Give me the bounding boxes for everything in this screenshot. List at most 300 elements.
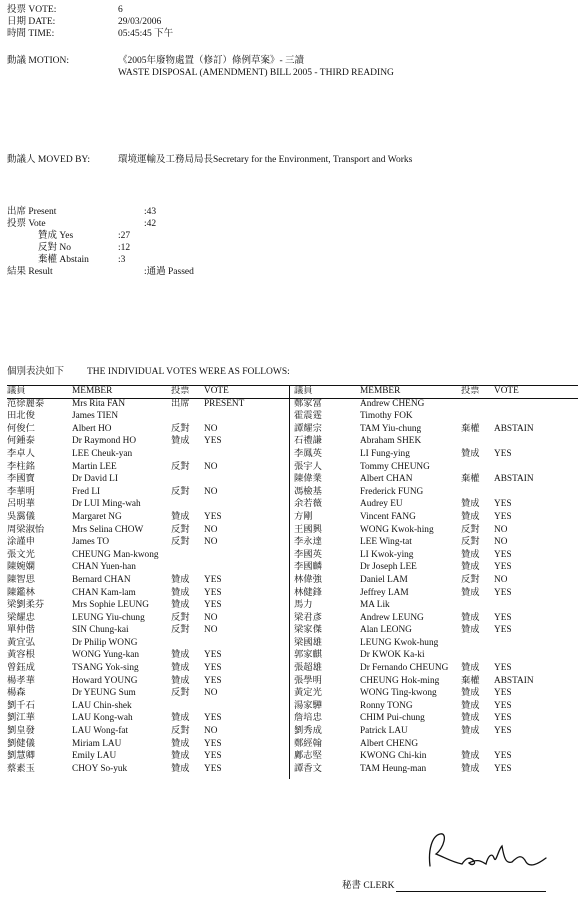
member-name-zh: 黃容根 [7, 650, 35, 661]
vote-en: PRESENT [204, 398, 245, 409]
member-name-zh: 陳偉業 [294, 474, 322, 485]
table-row [294, 675, 578, 688]
member-name-zh: 李華明 [7, 486, 35, 497]
table-row [294, 624, 578, 637]
vote-en: YES [204, 511, 222, 522]
member-name-en: LI Fung-ying [360, 448, 410, 459]
vote-en: YES [204, 587, 222, 598]
vote-en: YES [494, 625, 512, 636]
member-name-en: Mrs Rita FAN [72, 398, 126, 409]
member-name-en: LEUNG Kwok-hung [360, 637, 439, 648]
vote-zh [461, 461, 494, 474]
member-name-en: WONG Ting-kwong [360, 688, 437, 699]
member-name-en: WONG Yung-kan [72, 650, 140, 661]
no-count: :12 [118, 243, 131, 253]
member-name-en: SIN Chung-kai [72, 625, 129, 636]
vote-en: YES [204, 763, 222, 774]
member-name-en: CHAN Yuen-han [72, 562, 136, 573]
vote-en: YES [204, 738, 222, 749]
vote-en [204, 700, 290, 713]
member-name-zh: 何俊仁 [7, 423, 35, 434]
member-name-zh: 馮檢基 [294, 486, 322, 497]
vote-en: YES [494, 499, 512, 510]
member-name-zh: 劉秀成 [294, 726, 322, 737]
table-row [7, 599, 290, 612]
vote-zh: 贊成 [461, 663, 480, 674]
vote-en: NO [204, 423, 218, 434]
member-name-zh: 周梁淑怡 [7, 524, 45, 535]
member-name-en: Mrs Selina CHOW [72, 524, 144, 535]
result-label: 結果 Result [7, 267, 53, 277]
vote-en [204, 473, 290, 486]
table-row [7, 738, 290, 751]
vote-zh: 棄權 [461, 474, 480, 485]
member-name-en: Dr David LI [72, 474, 118, 485]
member-name-zh: 鄺志堅 [294, 751, 322, 762]
member-name-en: LEE Wing-tat [360, 537, 412, 548]
vote-zh [461, 637, 494, 650]
moved-by-label: 動議人 MOVED BY: [7, 155, 91, 165]
vote-zh: 贊成 [171, 738, 190, 749]
vote-en: YES [204, 713, 222, 724]
member-name-en: James TO [72, 537, 110, 548]
present-count: :43 [144, 207, 157, 217]
vote-en: NO [494, 537, 508, 548]
table-row [294, 687, 578, 700]
member-name-en: Albert CHAN [360, 474, 413, 485]
table-row [7, 486, 290, 499]
vote-en [494, 461, 578, 474]
vote-en: NO [204, 625, 218, 636]
member-name-en: Dr Raymond HO [72, 436, 137, 447]
member-name-en: Andrew CHENG [360, 398, 425, 409]
vote-zh: 贊成 [171, 675, 190, 686]
vote-en: YES [204, 663, 222, 674]
member-name-en: TAM Heung-man [360, 763, 427, 774]
no-label: 反對 No [38, 243, 71, 253]
vote-zh: 贊成 [171, 574, 190, 585]
vote-zh: 贊成 [171, 763, 190, 774]
table-row [7, 473, 290, 486]
table-row [7, 448, 290, 461]
table-header-row [7, 385, 290, 398]
vote-zh: 反對 [171, 625, 190, 636]
vote-zh: 反對 [461, 537, 480, 548]
vote-en: YES [494, 700, 512, 711]
vote-zh: 贊成 [461, 700, 480, 711]
member-name-zh: 呂明華 [7, 499, 35, 510]
vote-en [494, 649, 578, 662]
table-row [7, 624, 290, 637]
member-name-en: Bernard CHAN [72, 574, 131, 585]
vote-zh: 反對 [171, 423, 190, 434]
table-row [294, 649, 578, 662]
vote-en: NO [204, 461, 218, 472]
vote-zh: 棄權 [461, 423, 480, 434]
table-row [7, 700, 290, 713]
member-name-zh: 田北俊 [7, 411, 35, 422]
vote-zh [461, 486, 494, 499]
vote-en: YES [494, 688, 512, 699]
vote-en: YES [204, 436, 222, 447]
table-row [294, 511, 578, 524]
table-row [294, 750, 578, 763]
vote-en: NO [204, 486, 218, 497]
vote-zh: 反對 [171, 612, 190, 623]
vote-en: YES [494, 562, 512, 573]
vote-zh: 反對 [461, 524, 480, 535]
member-name-zh: 梁耀忠 [7, 612, 35, 623]
yes-label: 贊成 Yes [38, 231, 74, 241]
vote-zh: 贊成 [461, 751, 480, 762]
table-row [7, 637, 290, 650]
member-name-zh: 劉千石 [7, 700, 35, 711]
votes-table-left [7, 385, 290, 775]
member-name-zh: 梁君彥 [294, 612, 322, 623]
member-name-zh: 馬力 [294, 600, 313, 611]
vote-zh [171, 473, 204, 486]
member-name-en: MA Lik [360, 600, 390, 611]
member-name-zh: 李鳳英 [294, 448, 322, 459]
vote-zh: 反對 [171, 688, 190, 699]
member-name-zh: 劉健儀 [7, 738, 35, 749]
header-member-en: MEMBER [72, 386, 113, 396]
vote-en: YES [494, 612, 512, 623]
member-name-zh: 李國寶 [7, 474, 35, 485]
present-label: 出席 Present [7, 207, 57, 217]
vote-en: YES [494, 763, 512, 774]
vote-zh [461, 738, 494, 751]
member-name-zh: 范徐麗泰 [7, 398, 45, 409]
table-row [294, 423, 578, 436]
member-name-en: Tommy CHEUNG [360, 461, 430, 472]
vote-zh: 贊成 [461, 499, 480, 510]
vote-zh: 贊成 [171, 663, 190, 674]
vote-en [494, 486, 578, 499]
clerk-signature [422, 828, 552, 878]
table-row [294, 498, 578, 511]
member-name-zh: 林健鋒 [294, 587, 322, 598]
vote-en: NO [204, 688, 218, 699]
member-name-zh: 譚耀宗 [294, 423, 322, 434]
votes-table-right [294, 385, 578, 775]
vote-en [494, 599, 578, 612]
member-name-en: Albert HO [72, 423, 112, 434]
member-name-zh: 曾鈺成 [7, 663, 35, 674]
vote-en: YES [494, 511, 512, 522]
vote-number: 6 [118, 5, 123, 15]
table-row [294, 536, 578, 549]
member-name-en: Jeffrey LAM [360, 587, 409, 598]
member-name-zh: 鄭家富 [294, 398, 322, 409]
table-row [7, 435, 290, 448]
vote-en: YES [494, 713, 512, 724]
table-row [294, 398, 578, 411]
table-row [294, 435, 578, 448]
individual-votes-heading-zh: 個別表決如下 [7, 367, 65, 377]
vote-zh: 反對 [461, 574, 480, 585]
table-row [294, 662, 578, 675]
date-label: 日期 DATE: [7, 17, 56, 27]
member-name-zh: 譚香文 [294, 763, 322, 774]
table-row [7, 574, 290, 587]
member-name-zh: 李柱銘 [7, 461, 35, 472]
vote-en: ABSTAIN [494, 474, 534, 485]
header-vote-zh: 投票 [171, 386, 190, 396]
vote-en: NO [494, 524, 508, 535]
individual-votes-heading-en: THE INDIVIDUAL VOTES WERE AS FOLLOWS: [87, 367, 290, 377]
member-name-en: TAM Yiu-chung [360, 423, 422, 434]
header-member-en: MEMBER [360, 386, 401, 396]
table-row [7, 549, 290, 562]
member-name-en: Vincent FANG [360, 511, 416, 522]
vote-number-label: 投票 VOTE: [7, 5, 57, 15]
table-row [294, 574, 578, 587]
member-name-en: Audrey EU [360, 499, 403, 510]
vote-en [204, 498, 290, 511]
date-value: 29/03/2006 [118, 17, 162, 27]
yes-count: :27 [118, 231, 131, 241]
table-row [294, 712, 578, 725]
table-row [294, 587, 578, 600]
vote-en: YES [204, 574, 222, 585]
motion-title-zh: 《2005年廢物處置（修訂）條例草案》- 三讀 [118, 56, 305, 66]
member-name-en: LAU Wong-fat [72, 726, 129, 737]
table-row [294, 637, 578, 650]
moved-by-value: 環境運輸及工務局局長Secretary for the Environment, Transport and Works [118, 155, 413, 165]
table-row [7, 687, 290, 700]
member-name-en: Frederick FUNG [360, 486, 424, 497]
member-name-en: Abraham SHEK [360, 436, 422, 447]
member-name-en: Patrick LAU [360, 726, 408, 737]
member-name-zh: 劉慧卿 [7, 751, 35, 762]
member-name-zh: 鄭經翰 [294, 738, 322, 749]
vote-en [204, 410, 290, 423]
vote-zh: 出席 [171, 398, 190, 409]
result-value: :通過 Passed [144, 267, 194, 277]
vote-zh [461, 599, 494, 612]
table-row [7, 662, 290, 675]
member-name-en: Dr Joseph LEE [360, 562, 417, 573]
member-name-zh: 楊森 [7, 688, 26, 699]
member-name-en: James TIEN [72, 411, 119, 422]
vote-en [204, 549, 290, 562]
member-name-en: LI Kwok-ying [360, 549, 414, 560]
member-name-zh: 陳鑑林 [7, 587, 35, 598]
table-row [294, 725, 578, 738]
table-row [7, 498, 290, 511]
vote-en: ABSTAIN [494, 675, 534, 686]
vote-count: :42 [144, 219, 157, 229]
vote-zh: 贊成 [171, 587, 190, 598]
member-name-en: Ronny TONG [360, 700, 413, 711]
vote-zh: 贊成 [171, 713, 190, 724]
member-name-en: Alan LEONG [360, 625, 412, 636]
table-row [7, 612, 290, 625]
vote-en: YES [494, 726, 512, 737]
member-name-en: Albert CHENG [360, 738, 419, 749]
member-name-zh: 梁劉柔芬 [7, 600, 45, 611]
vote-zh: 贊成 [461, 713, 480, 724]
member-name-zh: 張超雄 [294, 663, 322, 674]
member-name-zh: 劉皇發 [7, 726, 35, 737]
vote-zh [461, 649, 494, 662]
member-name-zh: 張文光 [7, 549, 35, 560]
vote-en: YES [494, 663, 512, 674]
motion-label: 動議 MOTION: [7, 56, 70, 66]
vote-zh: 反對 [171, 537, 190, 548]
member-name-zh: 涂謹申 [7, 537, 35, 548]
table-row [294, 561, 578, 574]
member-name-en: LAU Chin-shek [72, 700, 132, 711]
member-name-en: CHAN Kam-lam [72, 587, 136, 598]
vote-zh [461, 410, 494, 423]
vote-zh: 贊成 [461, 549, 480, 560]
vote-zh: 贊成 [461, 688, 480, 699]
abstain-label: 棄權 Abstain [38, 255, 89, 265]
member-name-zh: 林偉強 [294, 574, 322, 585]
table-row [7, 561, 290, 574]
vote-en [204, 561, 290, 574]
member-name-zh: 霍震霆 [294, 411, 322, 422]
clerk-label: 秘書 CLERK [342, 881, 395, 891]
member-name-en: Dr Fernando CHEUNG [360, 663, 449, 674]
member-name-zh: 張學明 [294, 675, 322, 686]
member-name-en: Dr Philip WONG [72, 637, 138, 648]
member-name-zh: 吳靄儀 [7, 511, 35, 522]
table-row [294, 763, 578, 776]
member-name-en: Fred LI [72, 486, 101, 497]
vote-zh [171, 700, 204, 713]
member-name-en: CHIM Pui-chung [360, 713, 425, 724]
member-name-en: CHOY So-yuk [72, 763, 128, 774]
clerk-signature-line [396, 891, 546, 892]
member-name-zh: 黃定光 [294, 688, 322, 699]
vote-zh [171, 637, 204, 650]
table-row [294, 612, 578, 625]
member-name-en: Emily LAU [72, 751, 117, 762]
table-row [294, 448, 578, 461]
vote-en: ABSTAIN [494, 423, 534, 434]
table-row [294, 738, 578, 751]
table-row [294, 599, 578, 612]
vote-zh [171, 549, 204, 562]
vote-zh: 贊成 [461, 448, 480, 459]
member-name-zh: 黃宜弘 [7, 637, 35, 648]
member-name-zh: 陳智思 [7, 574, 35, 585]
member-name-en: LEUNG Yiu-chung [72, 612, 145, 623]
table-header-row [294, 385, 578, 398]
time-value: 05:45:45 下午 [118, 29, 174, 39]
vote-zh: 反對 [171, 461, 190, 472]
vote-en: YES [204, 675, 222, 686]
member-name-zh: 何鍾泰 [7, 436, 35, 447]
vote-en: NO [204, 612, 218, 623]
table-row [294, 700, 578, 713]
table-row [7, 423, 290, 436]
member-name-en: Mrs Sophie LEUNG [72, 600, 149, 611]
vote-zh [171, 410, 204, 423]
member-name-en: TSANG Yok-sing [72, 663, 139, 674]
vote-zh: 反對 [171, 726, 190, 737]
table-row [294, 473, 578, 486]
header-vote-zh: 投票 [461, 386, 480, 396]
vote-en [204, 448, 290, 461]
member-name-zh: 蔡素玉 [7, 763, 35, 774]
vote-label: 投票 Vote [7, 219, 46, 229]
vote-en [204, 637, 290, 650]
member-name-en: Howard YOUNG [72, 675, 138, 686]
table-row [7, 511, 290, 524]
header-member-zh: 議員 [7, 386, 26, 396]
member-name-en: CHEUNG Man-kwong [72, 549, 159, 560]
vote-en [494, 637, 578, 650]
vote-en: NO [494, 574, 508, 585]
member-name-en: Martin LEE [72, 461, 117, 472]
member-name-zh: 梁家傑 [294, 625, 322, 636]
member-name-zh: 石禮謙 [294, 436, 322, 447]
member-name-zh: 李國英 [294, 549, 322, 560]
vote-zh [461, 435, 494, 448]
table-row [7, 461, 290, 474]
vote-en [494, 410, 578, 423]
table-row [7, 725, 290, 738]
header-member-zh: 議員 [294, 386, 313, 396]
member-name-zh: 陳婉嫻 [7, 562, 35, 573]
vote-en [494, 398, 578, 411]
vote-zh: 贊成 [461, 763, 480, 774]
member-name-zh: 湯家驊 [294, 700, 322, 711]
vote-zh: 反對 [171, 524, 190, 535]
vote-zh: 贊成 [461, 587, 480, 598]
vote-zh: 贊成 [171, 511, 190, 522]
member-name-zh: 楊孝華 [7, 675, 35, 686]
vote-zh: 贊成 [171, 650, 190, 661]
vote-zh [171, 561, 204, 574]
table-row [7, 675, 290, 688]
vote-zh: 贊成 [461, 511, 480, 522]
member-name-zh: 余若薇 [294, 499, 322, 510]
member-name-zh: 劉江華 [7, 713, 35, 724]
vote-en: YES [204, 600, 222, 611]
table-row [294, 524, 578, 537]
vote-en: YES [494, 448, 512, 459]
header-vote-en: VOTE [494, 386, 519, 396]
table-row [7, 750, 290, 763]
member-name-zh: 詹培忠 [294, 713, 322, 724]
member-name-en: LAU Kong-wah [72, 713, 133, 724]
vote-zh: 贊成 [461, 625, 480, 636]
member-name-en: WONG Kwok-hing [360, 524, 434, 535]
time-label: 時間 TIME: [7, 29, 55, 39]
member-name-zh: 方剛 [294, 511, 313, 522]
table-row [294, 549, 578, 562]
member-name-zh: 王國興 [294, 524, 322, 535]
table-row [294, 410, 578, 423]
member-name-zh: 張宇人 [294, 461, 322, 472]
motion-title-en: WASTE DISPOSAL (AMENDMENT) BILL 2005 - THIRD READING [118, 68, 394, 78]
member-name-en: Dr LUI Ming-wah [72, 499, 141, 510]
table-row [7, 536, 290, 549]
table-row [7, 763, 290, 776]
vote-en: NO [204, 524, 218, 535]
table-row [7, 587, 290, 600]
vote-zh [461, 398, 494, 411]
member-name-en: Andrew LEUNG [360, 612, 424, 623]
vote-zh: 贊成 [461, 726, 480, 737]
member-name-en: KWONG Chi-kin [360, 751, 427, 762]
member-name-en: Margaret NG [72, 511, 122, 522]
